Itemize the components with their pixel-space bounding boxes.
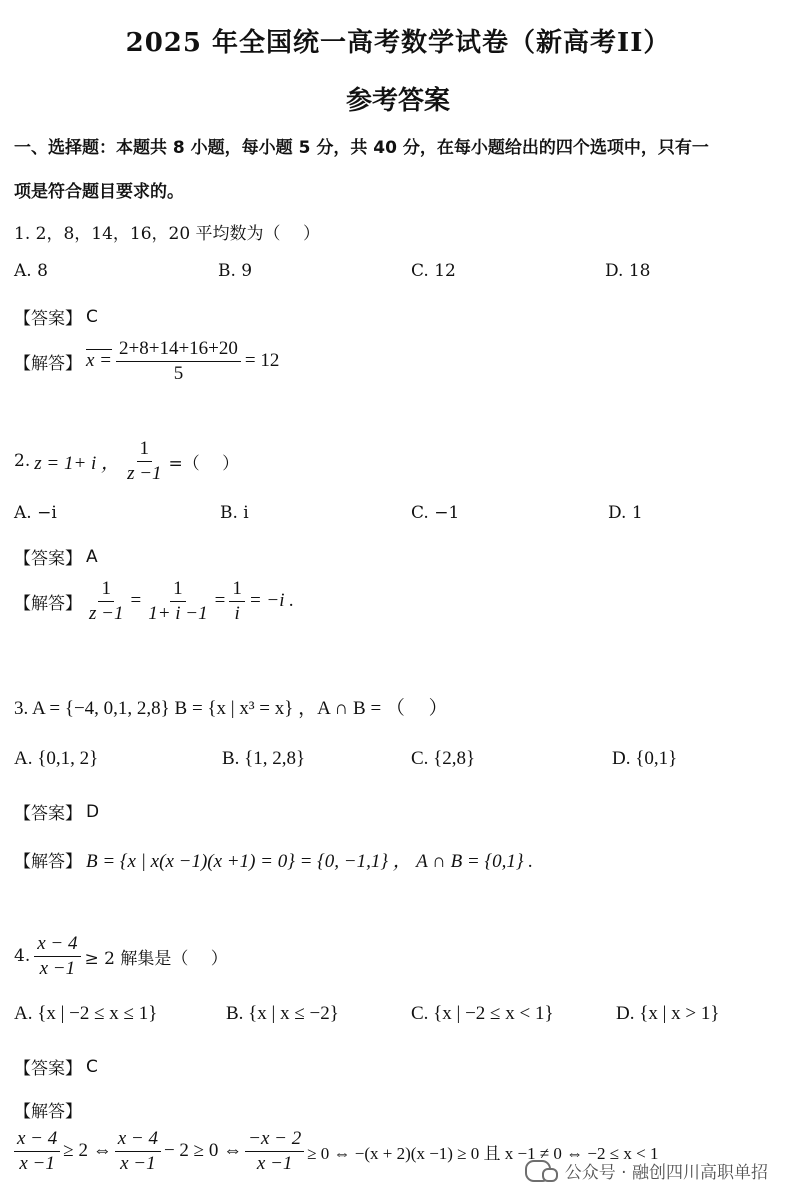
denominator: z −1: [127, 462, 162, 484]
q1-option-b: B. 9: [218, 261, 253, 281]
q4-solution-label: [14, 1097, 82, 1122]
question-number: 4.: [14, 946, 31, 967]
numerator: −x − 2: [245, 1128, 304, 1152]
wechat-icon: [525, 1160, 551, 1182]
q2-answer: [14, 544, 98, 569]
q2-option-d: D. 1: [608, 503, 643, 523]
page-title: 2025 年全国统一高考数学试卷（新高考II）: [125, 28, 671, 58]
answer-label: 【答案】: [14, 309, 82, 329]
denominator: i: [234, 602, 240, 624]
q4-option-d: D. {x | x > 1}: [616, 1003, 720, 1024]
answer-label: 【答案】: [14, 804, 82, 824]
fraction: [115, 1128, 161, 1175]
q3-option-a: A. {0,1, 2}: [14, 748, 99, 769]
q4-answer: [14, 1054, 98, 1079]
numerator: 2+8+14+16+20: [116, 338, 241, 362]
answer-value: C: [86, 1056, 98, 1077]
section-heading-line1: 一、选择题：本题共 8 小题，每小题 5 分，共 40 分，在每小题给出的四个选项中，只有一: [14, 138, 709, 158]
numerator: 1: [137, 438, 153, 462]
question-1-stem: 1. 2，8，14，16，20 平均数为（ ）: [14, 224, 320, 244]
question-number: 2.: [14, 451, 31, 472]
q4-option-c: C. {x | −2 ≤ x < 1}: [411, 1003, 554, 1024]
question-3-stem: 3. A = {−4, 0,1, 2,8} B = {x | x³ = x} ，A ∩ B = （ ）: [14, 698, 448, 719]
q1-option-c: C. 12: [411, 261, 456, 281]
solution-step: ≥ 2 ⇔: [63, 1140, 112, 1162]
question-4-stem: [14, 933, 228, 980]
q3-answer: [14, 799, 99, 824]
q3-option-b: B. {1, 2,8}: [222, 748, 306, 769]
denominator: 5: [173, 362, 184, 384]
section-heading-line2: 项是符合题目要求的。: [14, 182, 184, 202]
denominator: x −1: [256, 1152, 293, 1174]
q1-option-a: A. 8: [14, 261, 48, 281]
fraction: [145, 578, 210, 625]
q3-option-d: D. {0,1}: [612, 748, 678, 769]
q1-option-d: D. 18: [605, 261, 651, 281]
numerator: x − 4: [14, 1128, 60, 1152]
answer-value: D: [86, 801, 100, 822]
result: = −i .: [248, 590, 294, 612]
mean-symbol: x =: [86, 350, 113, 372]
stem-expression: z = 1+ i ，: [34, 452, 121, 474]
q2-solution: [14, 578, 294, 625]
question-2-stem: [14, 438, 239, 485]
q2-option-c: C. −1: [411, 503, 460, 523]
fraction: [124, 438, 164, 485]
numerator: 1: [229, 578, 245, 602]
denominator: z −1: [89, 602, 124, 624]
fraction: [229, 578, 245, 625]
equals-sign: =: [214, 590, 226, 612]
denominator: x −1: [120, 1152, 156, 1174]
solution-label: 【解答】: [14, 353, 82, 374]
q3-solution: [14, 846, 533, 873]
numerator: 1: [98, 578, 114, 602]
q2-option-a: A. −i: [14, 503, 57, 523]
q1-answer: [14, 304, 98, 329]
solution-step: − 2 ≥ 0 ⇔: [163, 1140, 243, 1162]
fraction: [34, 933, 80, 980]
answer-value: C: [86, 306, 98, 327]
solution-label: 【解答】: [14, 852, 82, 872]
watermark-text: 公众号 · 融创四川高职单招: [564, 1163, 768, 1183]
numerator: 1: [170, 578, 186, 602]
fraction: [116, 338, 241, 385]
result: = 12: [244, 350, 280, 372]
denominator: 1+ i −1: [148, 602, 208, 624]
q2-option-b: B. i: [220, 503, 249, 523]
solution-step: ≥ 0 ⇔ −(x + 2)(x −1) ≥ 0 且 x −1 ≠ 0 ⇔ −2 ≤ x < 1: [307, 1143, 659, 1163]
answer-value: A: [86, 546, 98, 567]
watermark: [525, 1158, 768, 1183]
answer-label: 【答案】: [14, 1059, 82, 1079]
equals-sign: =: [130, 590, 142, 612]
fraction: [14, 1128, 60, 1175]
page-subtitle: 参考答案: [345, 86, 450, 116]
fraction: [86, 578, 126, 625]
q3-option-c: C. {2,8}: [411, 748, 476, 769]
fraction: [245, 1128, 304, 1175]
q1-solution: [14, 338, 279, 385]
solution-label: 【解答】: [14, 1102, 82, 1122]
stem-tail: ≥ 2 解集是（ ）: [84, 948, 228, 969]
solution-label: 【解答】: [14, 593, 82, 614]
answer-label: 【答案】: [14, 549, 82, 569]
denominator: x −1: [39, 957, 76, 979]
stem-tail: =（ ）: [168, 453, 240, 474]
denominator: x −1: [19, 1152, 55, 1174]
numerator: x − 4: [34, 933, 80, 957]
q4-option-b: B. {x | x ≤ −2}: [226, 1003, 339, 1024]
q4-option-a: A. {x | −2 ≤ x ≤ 1}: [14, 1003, 158, 1024]
numerator: x − 4: [115, 1128, 161, 1152]
solution-expression: B = {x | x(x −1)(x +1) = 0} = {0, −1,1} ， A ∩ B = {0,1} .: [86, 851, 533, 872]
